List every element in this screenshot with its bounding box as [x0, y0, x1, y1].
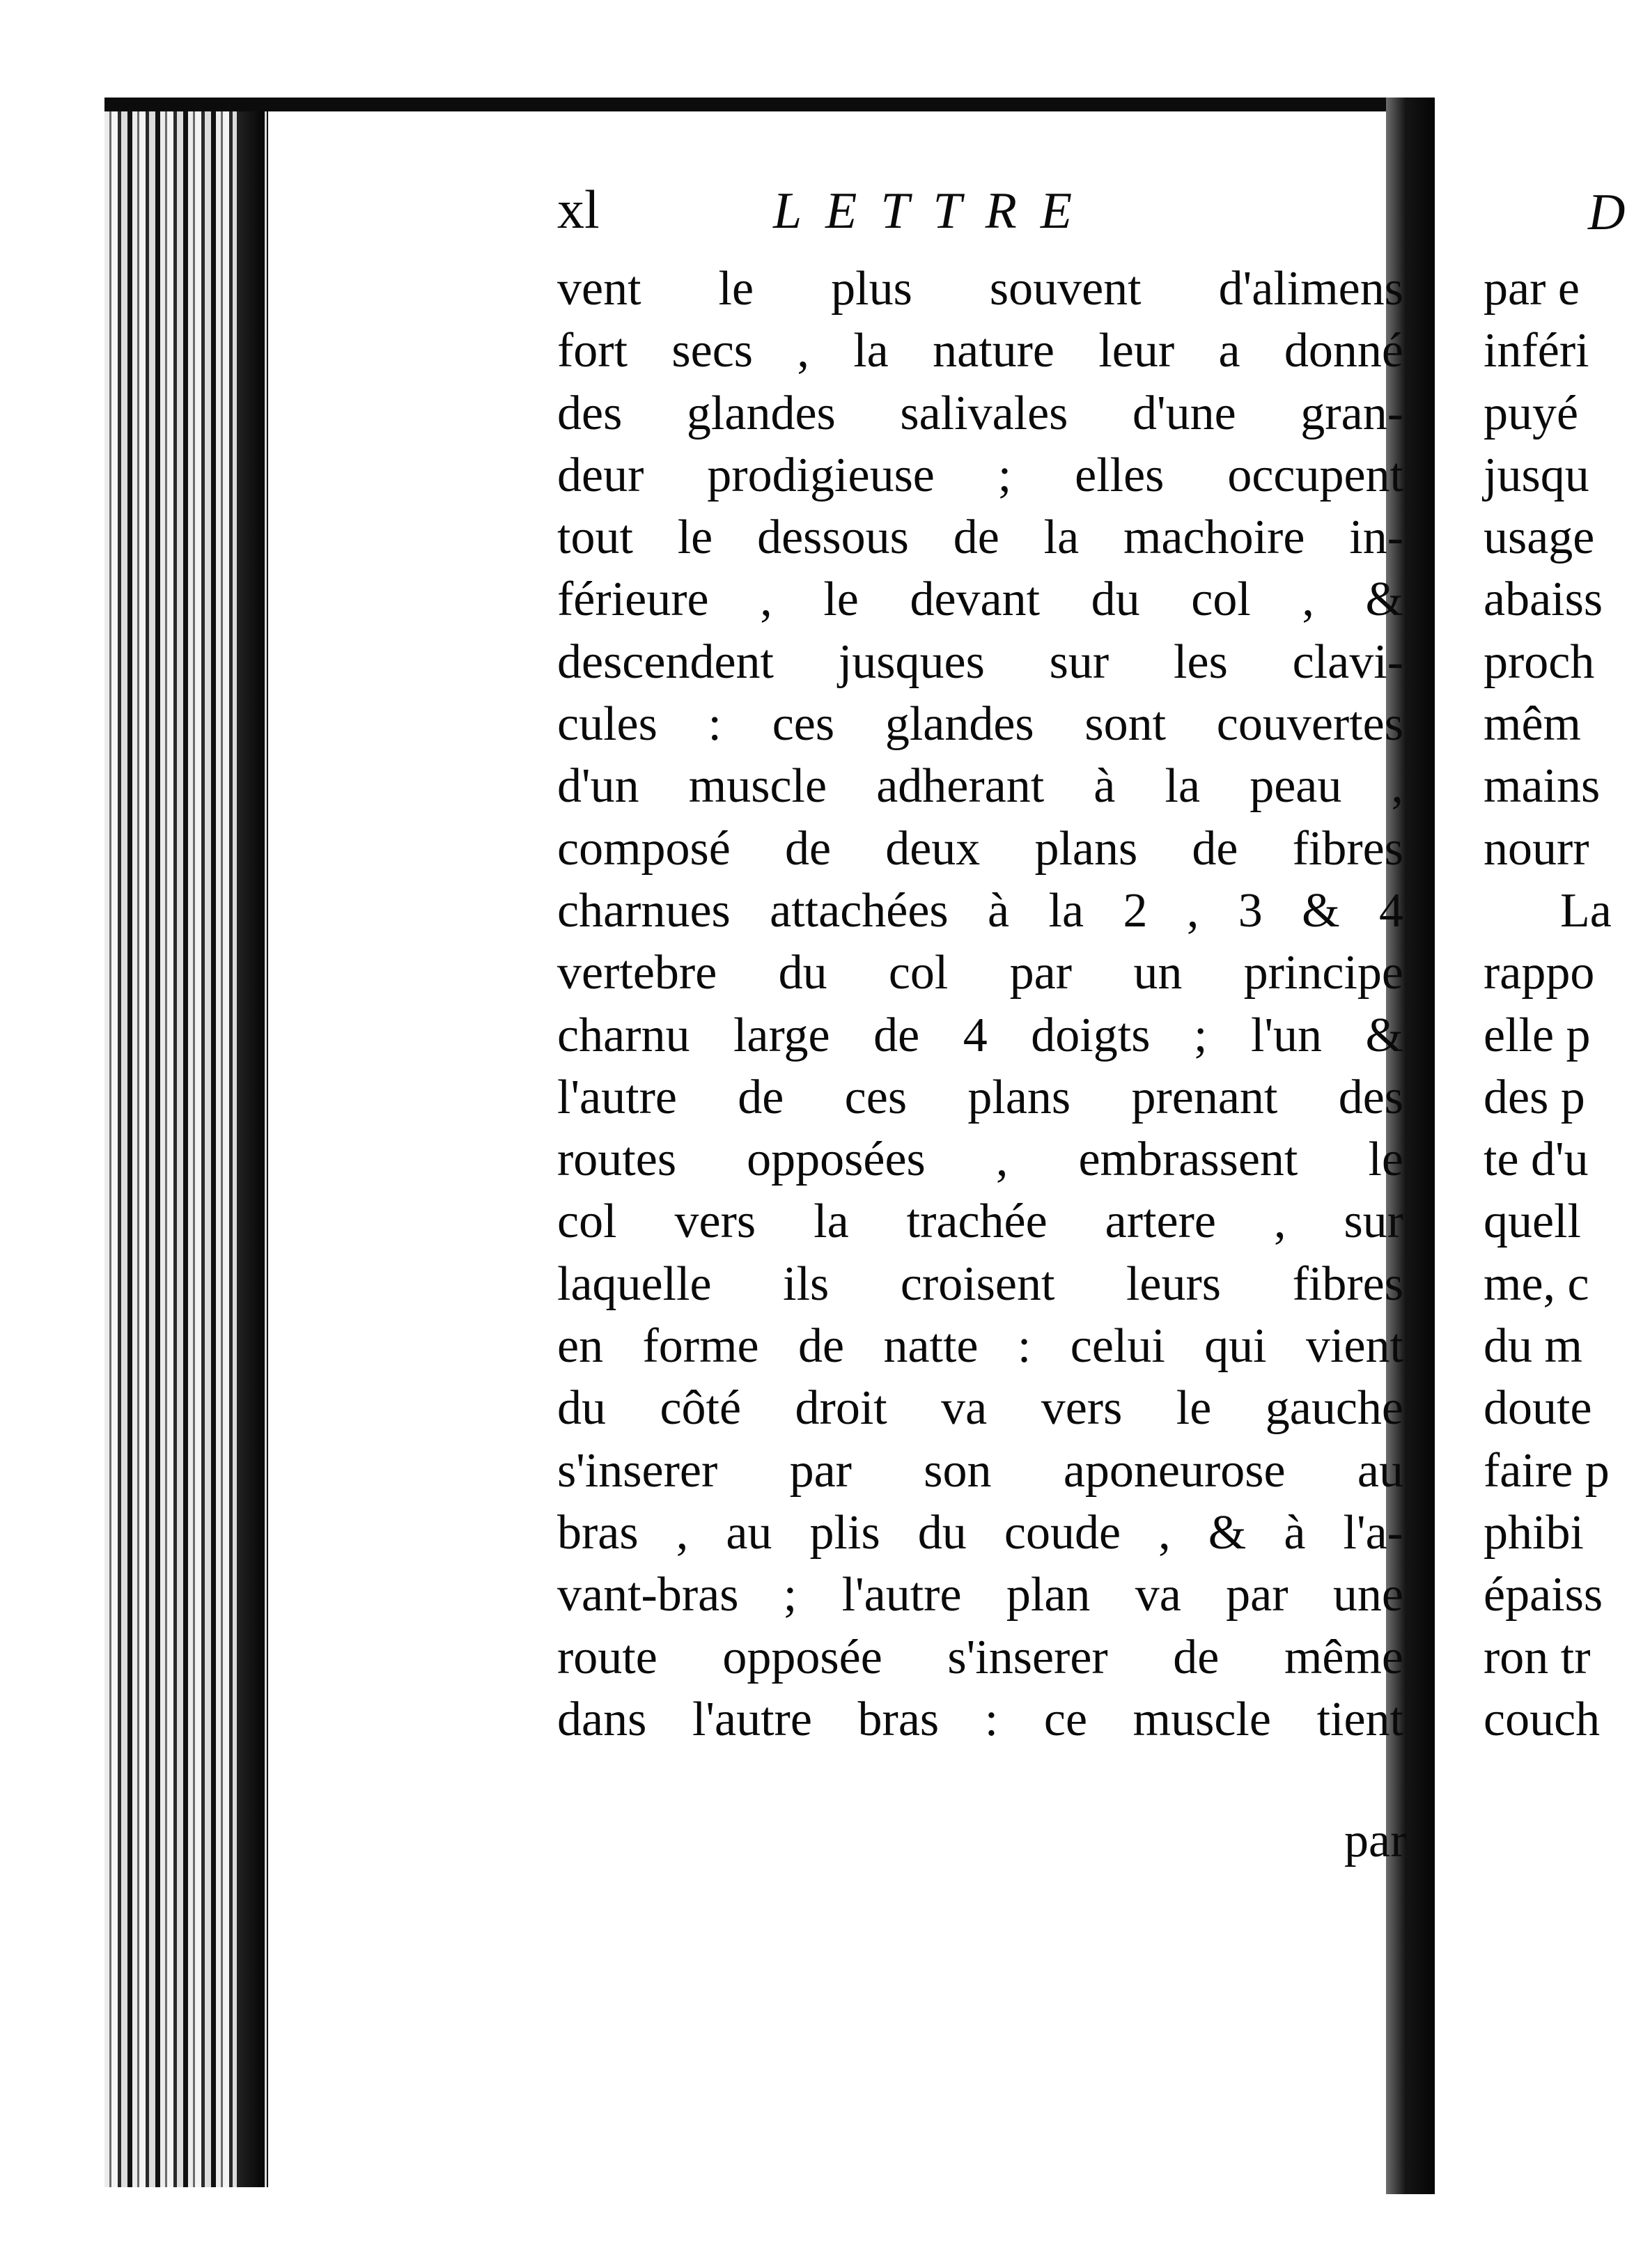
text-line: bras , au plis du coude , & à l'a-	[557, 1505, 1403, 1560]
bottom-margin	[0, 2194, 1627, 2268]
right-text-line: du m	[1484, 1319, 1582, 1374]
text-line: vant-bras ; l'autre plan va par une	[557, 1568, 1403, 1622]
right-text-line: jusqu	[1484, 448, 1589, 502]
right-text-line: elle p	[1484, 1008, 1591, 1062]
text-line: cules : ces glandes sont couvertes	[557, 697, 1403, 752]
text-line: tout le dessous de la machoire in-	[557, 511, 1403, 565]
page-number: xl	[557, 179, 600, 240]
right-text-line: ron tr	[1484, 1630, 1591, 1684]
left-margin	[0, 0, 104, 2268]
right-text-line: par e	[1484, 262, 1580, 316]
text-line: descendent jusques sur les clavi-	[557, 635, 1403, 689]
text-line: laquelle ils croisent leurs fibres	[557, 1257, 1403, 1311]
text-line: route opposée s'inserer de même	[557, 1630, 1403, 1684]
top-margin	[0, 0, 1627, 98]
right-text-line: nourr	[1484, 821, 1589, 876]
right-text-line: te d'u	[1484, 1133, 1589, 1187]
text-line: du côté droit va vers le gauche	[557, 1381, 1403, 1436]
text-line: vertebre du col par un principe	[557, 946, 1403, 1000]
catchword: par	[1344, 1814, 1407, 1867]
text-line: fort secs , la nature leur a donné	[557, 324, 1403, 378]
right-text-line: mains	[1484, 759, 1601, 814]
text-line: routes opposées , embrassent le	[557, 1133, 1403, 1187]
right-text-line: rappo	[1484, 946, 1595, 1000]
text-line: col vers la trachée artere , sur	[557, 1195, 1403, 1249]
right-running-head: D	[1588, 184, 1626, 241]
right-text-line: usage	[1484, 511, 1595, 565]
running-head: LETTRE	[773, 182, 1096, 240]
body-text	[557, 258, 1403, 1750]
text-line: charnues attachées à la 2 , 3 & 4	[557, 883, 1403, 938]
right-text-line: puyé	[1484, 386, 1579, 440]
text-line: charnu large de 4 doigts ; l'un &	[557, 1008, 1403, 1062]
right-text-line: quell	[1484, 1195, 1581, 1249]
text-line: des glandes salivales d'une gran-	[557, 386, 1403, 440]
text-line: deur prodigieuse ; elles occupent	[557, 448, 1403, 502]
right-text-line: couch	[1484, 1692, 1601, 1746]
right-text-line: épaiss	[1484, 1568, 1603, 1622]
right-text-line: doute	[1484, 1381, 1592, 1436]
right-text-line: inféri	[1484, 324, 1589, 378]
text-line: en forme de natte : celui qui vient	[557, 1319, 1403, 1374]
right-text-line: me, c	[1484, 1257, 1589, 1311]
right-text-line: phibi	[1484, 1505, 1584, 1560]
text-line: dans l'autre bras : ce muscle tient	[557, 1692, 1403, 1746]
right-text-line: faire p	[1484, 1443, 1610, 1498]
text-line: composé de deux plans de fibres	[557, 821, 1403, 876]
right-text-line: proch	[1484, 635, 1595, 689]
right-text-line: des p	[1484, 1070, 1585, 1124]
right-text-line: mêm	[1484, 697, 1581, 752]
text-line: férieure , le devant du col , &	[557, 573, 1403, 627]
right-text-line: La	[1560, 883, 1612, 938]
text-line: d'un muscle adherant à la peau ,	[557, 759, 1403, 814]
page-gutter-shadow	[237, 111, 265, 2187]
text-line: s'inserer par son aponeurose au	[557, 1443, 1403, 1498]
text-line: vent le plus souvent d'alimens	[557, 262, 1403, 316]
right-text-line: abaiss	[1484, 573, 1603, 627]
text-line: l'autre de ces plans prenant des	[557, 1070, 1403, 1124]
right-body-text	[1484, 258, 1612, 1750]
